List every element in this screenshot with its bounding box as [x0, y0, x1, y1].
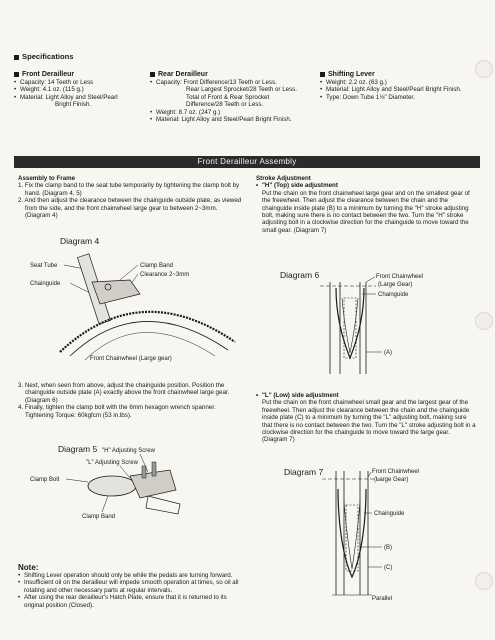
- shifting-lever-heading: Shifting Lever: [328, 71, 375, 78]
- spec-item: • Material: Light Alloy and Steel/Pearl Bright Finish.: [150, 116, 312, 123]
- large-gear-label: (Large Gear): [378, 282, 413, 288]
- chainguide-label: Chainguide: [378, 292, 409, 298]
- spec-item-continuation: Rear Largest Sprocket/28 Teeth or Less.: [186, 86, 297, 94]
- rear-derailleur-list: [150, 79, 312, 86]
- chainguide-label: Chainguide: [374, 511, 405, 517]
- bullet-square-icon: [150, 72, 155, 77]
- h-side-heading: • "H" (Top) side adjustment: [256, 182, 476, 189]
- spec-item-continuation: Bright Finish.: [55, 101, 92, 109]
- chainwheel-label: Front Chainwheel: [372, 469, 420, 475]
- spec-item: • Weight: 4.1 oz. (115 g.): [14, 86, 136, 93]
- front-derailleur-list: [14, 79, 136, 101]
- chainguide-shape: [338, 489, 366, 577]
- note-item: • Insufficient oil on the derailleur will impede smooth operation at times, so oil all rotating and other necessary parts at regular intervals.: [18, 579, 244, 594]
- assembly-steps: [18, 182, 244, 219]
- chainwheel-label: Front Chainwheel: [376, 274, 424, 280]
- diagram-7: [280, 465, 480, 610]
- rear-derailleur-spec: [150, 70, 312, 123]
- spec-item: • Weight: 8.7 oz. (247 g.): [150, 109, 312, 116]
- chainguide-label: Chainguide: [30, 281, 61, 287]
- leader-line: [102, 496, 108, 512]
- chainguide-shape: [146, 496, 180, 514]
- stroke-heading: Stroke Adjustment: [256, 175, 311, 182]
- leader-line: [366, 277, 375, 282]
- front-derailleur-heading: Front Derailleur: [22, 71, 75, 78]
- leader-line: [120, 466, 130, 478]
- assembly-steps-continued: [18, 382, 244, 419]
- parallel-label: Parallel: [372, 596, 393, 602]
- rear-derailleur-heading: Rear Derailleur: [158, 71, 208, 78]
- leader-line: [66, 479, 88, 482]
- spec-item-continuation: Total of Front & Rear Sprocket: [186, 93, 270, 101]
- diagram-5-title: Diagram 5: [58, 444, 98, 454]
- b-label: (B): [384, 545, 392, 551]
- leader-line: [368, 472, 371, 477]
- diagram-4: [30, 232, 245, 364]
- spec-item: • Capacity: 14 Teeth or Less: [14, 79, 136, 86]
- note-section: [18, 563, 244, 609]
- front-derailleur-spec: [14, 70, 136, 109]
- diagram-6: [280, 268, 480, 378]
- clamp-band-shape: [88, 476, 136, 496]
- shifting-lever-spec: [320, 70, 480, 101]
- spec-item: • Material: Light Alloy and Steel/Pearl Bright Finish.: [320, 86, 480, 93]
- spec-item-continuation: Difference/28 Teeth or Less.: [186, 101, 264, 109]
- c-label: (C): [384, 565, 393, 571]
- derailleur-body-shape: [92, 280, 140, 304]
- l-adjusting-screw-label: "L" Adjusting Screw: [86, 460, 138, 466]
- assembly-step: 1. Fix the clamp band to the seat tube temporarily by tightening the clamp bolt by hand. (Diagram 4, 5): [18, 182, 240, 197]
- diagram-7-title: Diagram 7: [284, 467, 324, 477]
- diagram-5: [30, 440, 230, 525]
- spec-item: • Weight: 2.2 oz. (63 g.): [320, 79, 480, 86]
- clamp-band-label: Clamp Band: [82, 514, 116, 520]
- chainwheel-shape: [60, 312, 235, 352]
- bullet-square-icon: [320, 72, 325, 77]
- spec-item: • Type: Down Tube 1⅛" Diameter.: [320, 94, 480, 101]
- l-side-adjustment: [256, 392, 476, 444]
- large-gear-label: (Large Gear): [374, 477, 409, 483]
- bullet-square-icon: [14, 55, 19, 60]
- clamp-band-label: Clamp Band: [140, 263, 174, 269]
- assembly-heading: Assembly to Frame: [18, 175, 76, 182]
- assembly-step: 3. Next, when seen from above, adjust the chainguide position. Position the chainguide outside plate (A) exactly above the front chainwheel large gear. (Diagram 6): [18, 382, 230, 404]
- seat-tube-label: Seat Tube: [30, 263, 58, 269]
- stroke-adjustment: [256, 175, 476, 234]
- shifting-lever-list: [320, 79, 480, 101]
- clearance-label: Clearance 2~3mm: [140, 272, 190, 278]
- note-list: [18, 572, 244, 609]
- h-side-text: Put the chain on the front chainwheel large gear and on the smallest gear of the freewheel. Then adjust the clearance between the chain and the chainguide inside plate (B) to a minimum by turning the "H" stroke adjusting bolt, making sure there is no contact between the two. Turn the "H" stroke adjusting bolt in a clockwise direction for the chainguide to move toward the small gear. (Diagram 7): [262, 189, 470, 234]
- clamp-bolt-label: Clamp Bolt: [30, 477, 60, 483]
- h-adjusting-screw-label: "H" Adjusting Screw: [102, 448, 155, 454]
- front-derailleur-assembly-banner: Front Derailleur Assembly: [14, 156, 480, 168]
- assembly-step: 2. And then adjust the clearance between the chainguide outside plate, as viewed from the side, and the front chainwheel large gear to between 2~3mm. (Diagram 4): [18, 197, 242, 220]
- specifications-heading: Specifications: [14, 52, 73, 61]
- chainwheel-label: Front Chainwheel (Large gear): [90, 356, 172, 362]
- l-side-text: Put the chain on the front chainwheel small gear and the largest gear of the freewheel. Then adjust the clearance between the chain and the chainguide inside plate (C) to a minimum by turning the "L" adjusting bolt, making sure that there is no contact between the two. Turn the "L" stroke adjusting bolt in a clockwise direction for the chainguide to move toward the large gear. (Diagram 7): [262, 399, 476, 444]
- note-heading: Note:: [18, 563, 39, 572]
- note-item: • After using the rear derailleur's Hatch Plate, ensure that it is returned to its original position (Closed).: [18, 594, 244, 609]
- assembly-step: 4. Finally, tighten the clamp bolt with the 6mm hexagon wrench spanner. Tightening Torque: 60kgfcm (53 in.lbs).: [18, 404, 216, 419]
- assembly-to-frame: [18, 175, 244, 219]
- diagram-6-title: Diagram 6: [280, 270, 320, 280]
- spec-item: • Material: Light Alloy and Steel/Pearl: [14, 94, 136, 101]
- a-label: (A): [384, 350, 392, 356]
- spec-item: • Capacity: Front Difference/13 Teeth or Less.: [150, 79, 312, 86]
- note-item: • Shifting Lever operation should only be while the pedals are turning forward.: [18, 572, 244, 579]
- l-side-heading: • "L" (Low) side adjustment: [256, 392, 476, 399]
- diagram-4-title: Diagram 4: [60, 236, 100, 246]
- bullet-square-icon: [14, 72, 19, 77]
